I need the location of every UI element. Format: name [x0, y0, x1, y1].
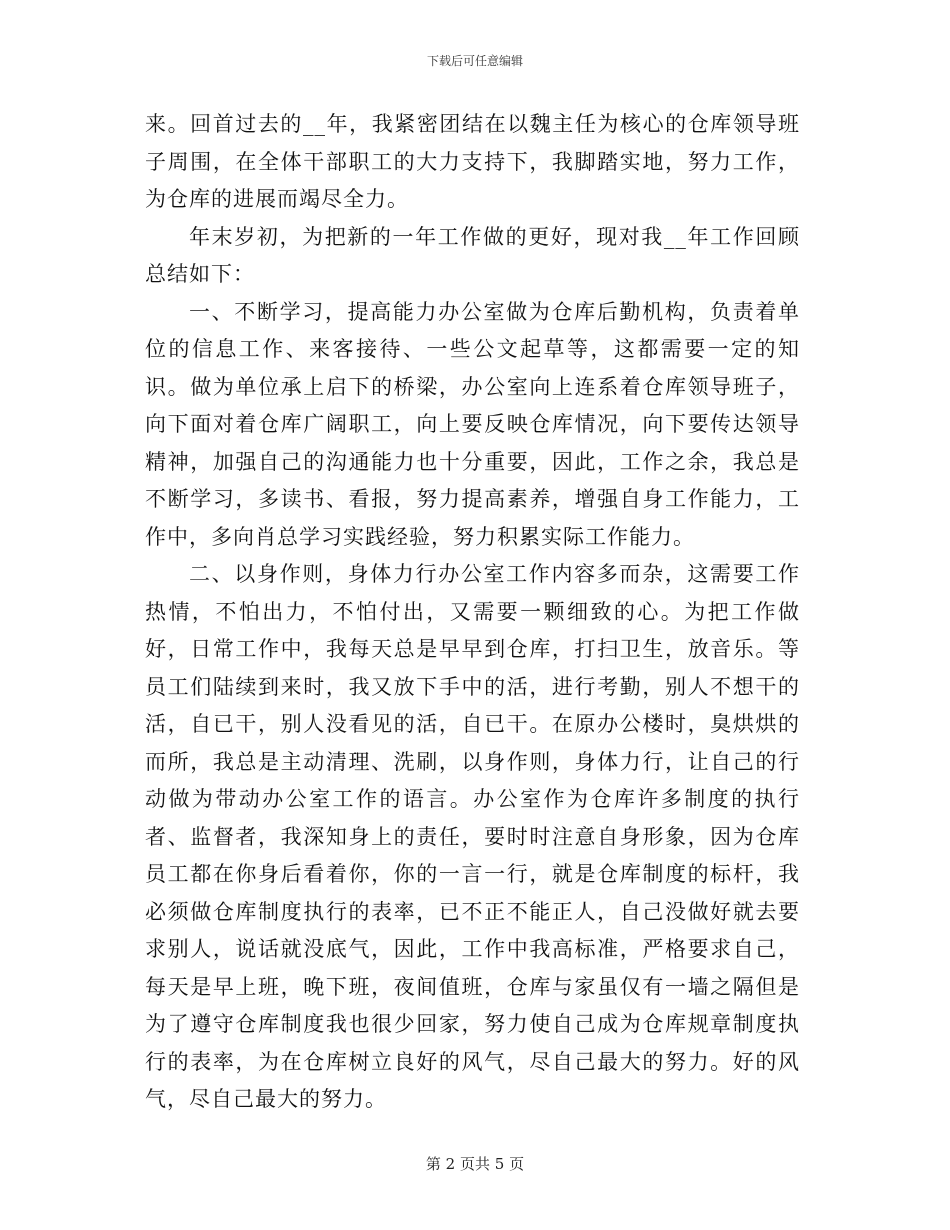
page-number-footer: 第 2 页共 5 页: [425, 1155, 525, 1173]
paragraph-intro: 年末岁初，为把新的一年工作做的更好，现对我__年工作回顾总结如下：: [145, 224, 800, 286]
paragraph-section-two: 二、以身作则，身体力行办公室工作内容多而杂，这需要工作热情，不怕出力，不怕付出，又需要一颗细致的心。为把工作做好，日常工作中，我每天总是早早到仓库，打扫卫生，放音乐。等员工们陆续到来时，我又放下手中的活，进行考勤，别人不想干的活，自已干，别人没看见的活，自已干。在原办公楼时，臭烘烘的而所，我总是主动清理、洗刷，以身作则，身体力行，让自己的行动做为带动办公室工作的语言。办公室作为仓库许多制度的执行者、监督者，我深知身上的责任，要时时注意自身形象，因为仓库员工都在你身后看着你，你的一言一行，就是仓库制度的标杆，我必须做仓库制度执行的表率，已不正不能正人，自己没做好就去要求别人，说话就没底气，因此，工作中我高标准，严格要求自己，每天是早上班，晚下班，夜间值班，仓库与家虽仅有一墙之隔但是为了遵守仓库制度我也很少回家，努力使自己成为仓库规章制度执行的表率，为在仓库树立良好的风气，尽自己最大的努力。好的风气，尽自己最大的努力。: [145, 562, 800, 1111]
page-header-note: 下载后可任意编辑: [426, 54, 523, 68]
document-body: [145, 106, 800, 1119]
paragraph-section-one: 一、不断学习，提高能力办公室做为仓库后勤机构，负责着单位的信息工作、来客接待、一些公文起草等，这都需要一定的知识。做为单位承上启下的桥梁，办公室向上连系着仓库领导班子，向下面对着仓库广阔职工，向上要反映仓库情况，向下要传达领导精神，加强自己的沟通能力也十分重要，因此，工作之余，我总是不断学习，多读书、看报，努力提高素养，增强自身工作能力，工作中，多向肖总学习实践经验，努力积累实际工作能力。: [145, 299, 800, 549]
paragraph-continuation: 来。回首过去的__年，我紧密团结在以魏主任为核心的仓库领导班子周围，在全体干部职工的大力支持下，我脚踏实地，努力工作，为仓库的进展而竭尽全力。: [145, 112, 800, 211]
